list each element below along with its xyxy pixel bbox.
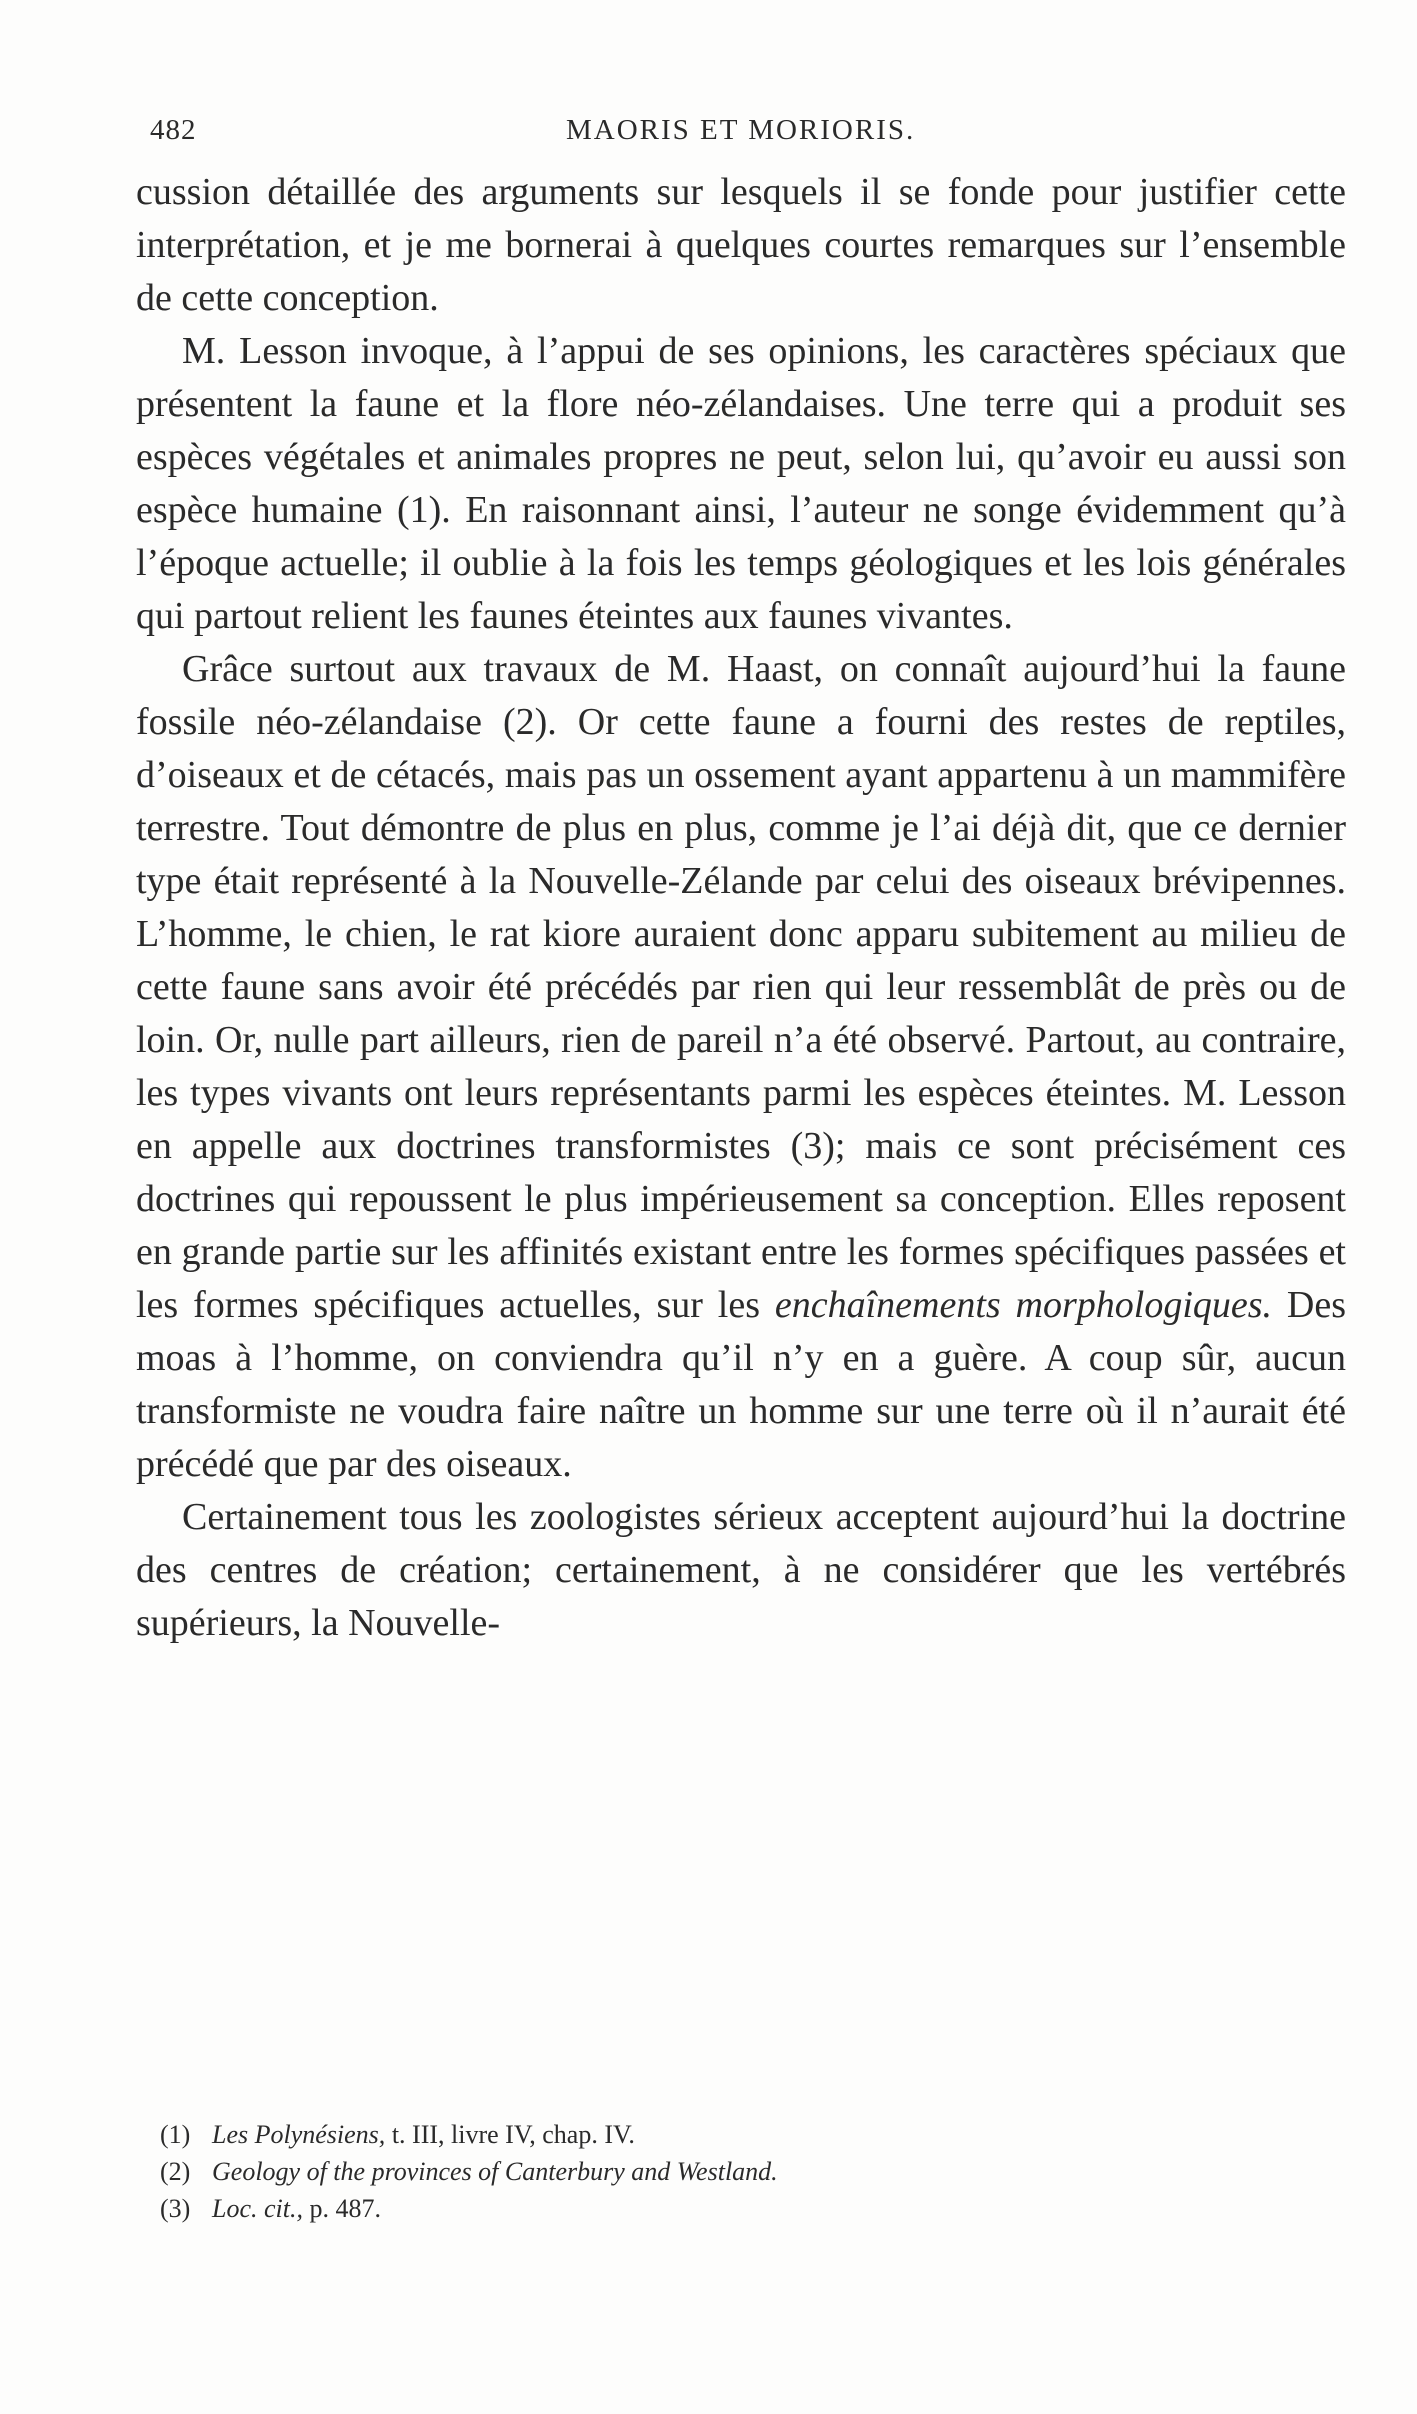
footnote [160,2116,1310,2153]
text-run: cussion détaillée des arguments sur lesquels il se fonde pour justifier cette interprétation, et je me bornerai à quelques courtes remarques sur l’ensemble de cette conception. [136,171,1346,319]
italic-run: enchaînements morphologiques. [774,1284,1273,1326]
running-title: MAORIS ET MORIORIS. [566,114,916,146]
paragraph [136,166,1346,325]
paragraph [136,643,1346,1491]
running-head [136,104,1346,154]
footnote-reference: t. III, livre IV, chap. IV. [385,2120,635,2149]
paragraph [136,1491,1346,1650]
text-run: Des moas à l’homme, on conviendra qu’il n’y en a guère. A coup sûr, aucun transformiste ne voudra faire naître un homme sur une terre où il n’aurait été précédé que par des oiseaux. [136,1284,1346,1485]
footnote-title: Les Polynésiens, [212,2120,386,2149]
text-run: M. Lesson invoque, à l’appui de ses opinions, les caractères spéciaux que présentent la faune et la flore néo-zélandaises. Une terre qui a produit ses espèces végétales et animales propres ne peut, selon lui, qu’avoir eu aussi son espèce humaine (1). En raisonnant ainsi, l’auteur ne songe évidemment qu’à l’époque actuelle; il oublie à la fois les temps géologiques et les lois générales qui partout relient les faunes éteintes aux faunes vivantes. [136,330,1346,637]
page-number: 482 [150,114,197,146]
body-text [136,166,1346,1650]
footnote-title: Geology of the provinces of Canterbury and Westland. [212,2157,778,2186]
footnotes [160,2116,1310,2227]
text-run: Certainement tous les zoologistes sérieux acceptent aujourd’hui la doctrine des centres de création; certainement, à ne considérer que les vertébrés supérieurs, la Nouvelle- [136,1496,1346,1644]
footnote [160,2153,1310,2190]
footnote-title: Loc. cit., [212,2194,303,2223]
text-run: Grâce surtout aux travaux de M. Haast, on connaît aujourd’hui la faune fossile néo-zélandaise (2). Or cette faune a fourni des restes de reptiles, d’oiseaux et de cétacés, mais pas un ossement ayant appartenu à un mammifère terrestre. Tout démontre de plus en plus, comme je l’ai déjà dit, que ce dernier type était représenté à la Nouvelle-Zélande par celui des oiseaux brévipennes. L’homme, le chien, le rat kiore auraient donc apparu subitement au milieu de cette faune sans avoir été précédés par rien qui leur ressemblât de près ou de loin. Or, nulle part ailleurs, rien de pareil n’a été observé. Partout, au contraire, les types vivants ont leurs représentants parmi les espèces éteintes. M. Lesson en appelle aux doctrines transformistes (3); mais ce sont précisément ces doctrines qui repoussent le plus impérieusement sa conception. Elles reposent en grande partie sur les affinités existant entre les formes spécifiques passées et les formes spécifiques actuelles, sur les [136,648,1346,1326]
footnote [160,2190,1310,2227]
footnote-mark: (3) [160,2194,191,2223]
footnote-mark: (2) [160,2157,191,2186]
paragraph [136,325,1346,643]
footnote-mark: (1) [160,2120,191,2149]
footnote-reference: p. 487. [303,2194,381,2223]
